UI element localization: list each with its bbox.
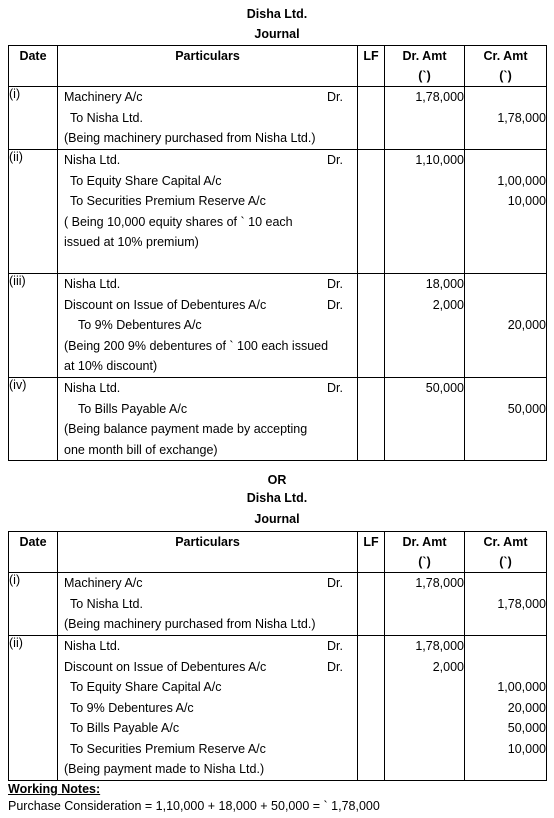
particular-line: To 9% Debentures A/c bbox=[70, 700, 194, 715]
account-name: Nisha Ltd. bbox=[64, 153, 121, 167]
col-lf: LF bbox=[358, 46, 385, 87]
entry-cr bbox=[465, 573, 547, 636]
entry-cr bbox=[465, 87, 547, 150]
account-name: Nisha Ltd. bbox=[64, 381, 121, 395]
particular-line bbox=[58, 274, 357, 295]
entry-dr bbox=[385, 573, 465, 636]
entry-date: (iii) bbox=[9, 274, 58, 378]
entry-dr bbox=[385, 378, 465, 461]
dr-label: Dr. Amt bbox=[402, 535, 447, 549]
entry-cr bbox=[465, 378, 547, 461]
narration: (Being machinery purchased from Nisha Ltd.) bbox=[64, 617, 316, 631]
narration: (Being balance payment made by accepting bbox=[64, 422, 308, 436]
col-date: Date bbox=[9, 46, 58, 87]
narration: ( Being 10,000 equity shares of ` 10 each bbox=[64, 214, 293, 229]
account-name: Machinery A/c bbox=[64, 90, 143, 104]
dr-mark: Dr. bbox=[327, 639, 343, 653]
narration: (Being payment made to Nisha Ltd.) bbox=[64, 762, 265, 776]
particular-line: To Equity Share Capital A/c bbox=[70, 173, 222, 188]
dr-amount: 50,000 bbox=[425, 381, 464, 395]
table-row bbox=[9, 87, 547, 150]
entry-date: (ii) bbox=[9, 636, 58, 781]
particular-line: To Nisha Ltd. bbox=[70, 110, 143, 125]
entry-dr bbox=[385, 274, 465, 378]
col-date: Date bbox=[9, 532, 58, 573]
working-notes-line: Purchase Consideration = 1,10,000 + 18,000 + 50,000 = ` 1,78,000 bbox=[8, 799, 380, 813]
particular-line bbox=[58, 87, 357, 108]
entry-lf bbox=[358, 636, 385, 781]
col-particulars: Particulars bbox=[58, 46, 358, 87]
entry-lf bbox=[358, 573, 385, 636]
cr-amount: 10,000 bbox=[507, 741, 546, 756]
dr-unit: (`) bbox=[418, 69, 431, 83]
particular-line bbox=[58, 295, 357, 316]
particular-line bbox=[58, 636, 357, 657]
account-name: Discount on Issue of Debentures A/c bbox=[64, 297, 267, 312]
cr-unit: (`) bbox=[499, 555, 512, 569]
entry-date: (iv) bbox=[9, 378, 58, 461]
entry-particulars bbox=[58, 150, 358, 274]
col-particulars: Particulars bbox=[58, 532, 358, 573]
cr-amount: 1,00,000 bbox=[497, 173, 546, 188]
entry-particulars bbox=[58, 573, 358, 636]
entry-date: (i) bbox=[9, 87, 58, 150]
particular-line: To Securities Premium Reserve A/c bbox=[70, 194, 266, 208]
col-lf: LF bbox=[358, 532, 385, 573]
dr-mark: Dr. bbox=[327, 90, 343, 104]
dr-mark: Dr. bbox=[327, 153, 343, 167]
cr-amount: 50,000 bbox=[507, 401, 546, 416]
entry-lf bbox=[358, 150, 385, 274]
dr-mark: Dr. bbox=[327, 277, 343, 291]
dr-unit: (`) bbox=[418, 555, 431, 569]
account-name: Nisha Ltd. bbox=[64, 639, 121, 653]
col-cr-amt bbox=[465, 532, 547, 573]
particular-line bbox=[58, 573, 357, 594]
entry-particulars bbox=[58, 87, 358, 150]
journal-table-1 bbox=[8, 45, 547, 461]
dr-mark: Dr. bbox=[327, 297, 343, 312]
entry-cr bbox=[465, 150, 547, 274]
cr-amount: 10,000 bbox=[507, 194, 546, 208]
dr-amount: 1,78,000 bbox=[415, 576, 464, 590]
dr-mark: Dr. bbox=[327, 381, 343, 395]
company-name: Disha Ltd. bbox=[246, 491, 308, 505]
table-row bbox=[9, 573, 547, 636]
or-label: OR bbox=[267, 473, 287, 487]
cr-amount: 20,000 bbox=[507, 700, 546, 715]
dr-amount: 2,000 bbox=[432, 659, 464, 674]
entry-particulars bbox=[58, 378, 358, 461]
journal-title: Journal bbox=[254, 512, 300, 526]
particular-line bbox=[58, 657, 357, 678]
entry-particulars bbox=[58, 636, 358, 781]
narration: one month bill of exchange) bbox=[64, 442, 218, 457]
narration: (Being 200 9% debentures of ` 100 each issued bbox=[64, 338, 329, 353]
table-row bbox=[9, 636, 547, 781]
entry-cr bbox=[465, 274, 547, 378]
dr-amount: 1,78,000 bbox=[415, 639, 464, 653]
col-dr-amt bbox=[385, 46, 465, 87]
entry-date: (ii) bbox=[9, 150, 58, 274]
cr-amount: 1,78,000 bbox=[497, 596, 546, 611]
particular-line bbox=[58, 150, 357, 171]
narration: issued at 10% premium) bbox=[64, 235, 199, 249]
particular-line: To Bills Payable A/c bbox=[70, 721, 180, 735]
cr-unit: (`) bbox=[499, 69, 512, 83]
particular-line bbox=[58, 378, 357, 399]
dr-amount: 1,78,000 bbox=[415, 90, 464, 104]
cr-label: Cr. Amt bbox=[483, 535, 528, 549]
entry-cr bbox=[465, 636, 547, 781]
entry-lf bbox=[358, 87, 385, 150]
dr-mark: Dr. bbox=[327, 576, 343, 590]
cr-label: Cr. Amt bbox=[483, 49, 528, 63]
col-dr-amt bbox=[385, 532, 465, 573]
entry-lf bbox=[358, 378, 385, 461]
entry-lf bbox=[358, 274, 385, 378]
account-name: Discount on Issue of Debentures A/c bbox=[64, 659, 267, 674]
journal-table-2 bbox=[8, 531, 547, 781]
account-name: Nisha Ltd. bbox=[64, 277, 121, 291]
narration: (Being machinery purchased from Nisha Ltd.) bbox=[64, 131, 316, 145]
journal-title: Journal bbox=[254, 27, 300, 41]
company-name: Disha Ltd. bbox=[246, 7, 308, 21]
particular-line: To Nisha Ltd. bbox=[70, 596, 143, 611]
cr-amount: 50,000 bbox=[507, 721, 546, 735]
particular-line: To Equity Share Capital A/c bbox=[70, 680, 222, 694]
dr-amount: 18,000 bbox=[425, 277, 464, 291]
particular-line: To Bills Payable A/c bbox=[78, 401, 188, 416]
entry-dr bbox=[385, 150, 465, 274]
dr-amount: 2,000 bbox=[432, 297, 464, 312]
table-row bbox=[9, 378, 547, 461]
particular-line: To Securities Premium Reserve A/c bbox=[70, 741, 266, 756]
table-header-row bbox=[9, 46, 547, 87]
entry-particulars bbox=[58, 274, 358, 378]
entry-date: (i) bbox=[9, 573, 58, 636]
table-row bbox=[9, 274, 547, 378]
cr-amount: 20,000 bbox=[507, 318, 546, 332]
entry-dr bbox=[385, 636, 465, 781]
working-notes-title: Working Notes: bbox=[8, 782, 101, 796]
cr-amount: 1,78,000 bbox=[497, 110, 546, 125]
table-header-row bbox=[9, 532, 547, 573]
cr-amount: 1,00,000 bbox=[497, 680, 546, 694]
particular-line: To 9% Debentures A/c bbox=[78, 318, 202, 332]
dr-mark: Dr. bbox=[327, 659, 343, 674]
account-name: Machinery A/c bbox=[64, 576, 143, 590]
narration: at 10% discount) bbox=[64, 359, 158, 373]
col-cr-amt bbox=[465, 46, 547, 87]
dr-amount: 1,10,000 bbox=[415, 153, 464, 167]
dr-label: Dr. Amt bbox=[402, 49, 447, 63]
table-row bbox=[9, 150, 547, 274]
entry-dr bbox=[385, 87, 465, 150]
